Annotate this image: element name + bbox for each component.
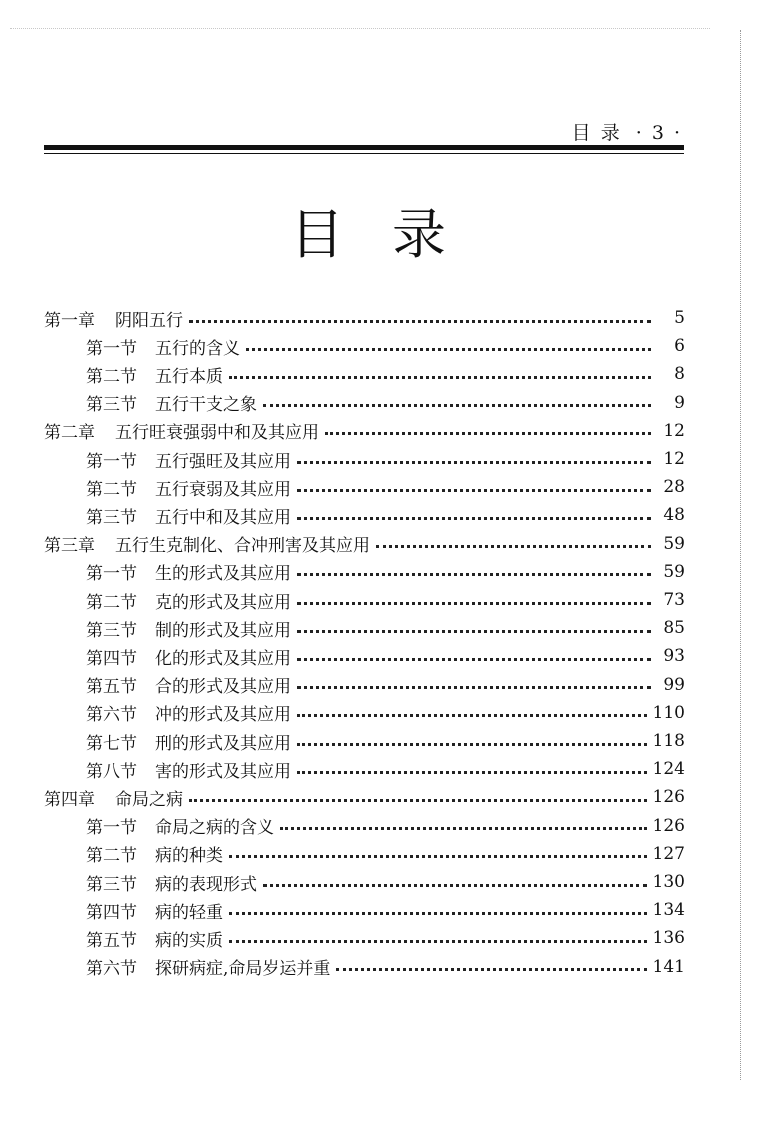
toc-entry-label: 第一章 xyxy=(44,310,95,331)
toc-entry-page-number: 5 xyxy=(674,308,685,328)
toc-entry-label: 第三节 xyxy=(86,507,137,528)
toc-entry-label: 第二节 xyxy=(86,592,137,613)
toc-chapter-entry[interactable] xyxy=(44,304,685,332)
scan-border-top xyxy=(10,28,710,29)
toc-section-entry[interactable] xyxy=(86,501,685,529)
toc-entry-title: 克的形式及其应用 xyxy=(155,592,291,613)
toc-entry-label: 第一节 xyxy=(86,564,137,585)
toc-dot-leader xyxy=(263,404,651,407)
toc-entry-label: 第三节 xyxy=(86,620,137,641)
toc-dot-leader xyxy=(297,771,647,774)
toc-entry-label: 第二节 xyxy=(86,846,137,867)
page-title: 目录 xyxy=(290,203,494,266)
toc-entry-page-number: 9 xyxy=(674,392,685,413)
toc-entry-page-number: 141 xyxy=(652,956,685,977)
toc-dot-leader xyxy=(189,799,647,802)
toc-entry-label: 第一节 xyxy=(86,338,137,359)
toc-entry-page-number: 73 xyxy=(663,590,685,610)
scan-page-edge xyxy=(740,30,741,1080)
toc-entry-label: 第五节 xyxy=(86,677,137,698)
toc-dot-leader xyxy=(229,912,647,915)
toc-dot-leader xyxy=(229,940,647,943)
toc-section-entry[interactable] xyxy=(86,360,685,388)
header-rule-thin xyxy=(44,153,684,154)
toc-section-entry[interactable] xyxy=(86,614,685,642)
toc-dot-leader xyxy=(336,968,646,971)
toc-section-entry[interactable] xyxy=(86,445,685,473)
toc-entry-title: 病的实质 xyxy=(155,930,223,951)
toc-dot-leader xyxy=(263,884,647,887)
header-rule-thick xyxy=(44,145,684,150)
toc-section-entry[interactable] xyxy=(86,755,685,783)
toc-dot-leader xyxy=(297,630,651,633)
toc-section-entry[interactable] xyxy=(86,332,685,360)
toc-section-entry[interactable] xyxy=(86,727,685,755)
toc-dot-leader xyxy=(297,461,651,464)
toc-chapter-entry[interactable] xyxy=(44,417,685,445)
toc-entry-title: 刑的形式及其应用 xyxy=(155,733,291,754)
toc-dot-leader xyxy=(297,686,651,689)
toc-entry-title: 五行衰弱及其应用 xyxy=(155,479,291,500)
toc-entry-label: 第二章 xyxy=(44,423,95,444)
toc-entry-title: 病的表现形式 xyxy=(155,874,257,895)
toc-entry-title: 病的种类 xyxy=(155,846,223,867)
toc-entry-page-number: 59 xyxy=(663,533,685,554)
toc-dot-leader xyxy=(376,545,651,548)
toc-dot-leader xyxy=(297,743,647,746)
toc-entry-page-number: 126 xyxy=(652,815,685,836)
toc-dot-leader xyxy=(297,658,651,661)
toc-entry-page-number: 127 xyxy=(652,843,685,864)
toc-dot-leader xyxy=(325,432,651,435)
toc-entry-title: 五行本质 xyxy=(155,366,223,387)
toc-dot-leader xyxy=(297,517,651,520)
toc-entry-title: 五行中和及其应用 xyxy=(155,507,291,528)
toc-entry-label: 第四节 xyxy=(86,648,137,669)
toc-dot-leader xyxy=(297,714,647,717)
toc-entry-title: 五行生克制化、合冲刑害及其应用 xyxy=(115,536,370,557)
toc-entry-title: 五行强旺及其应用 xyxy=(155,451,291,472)
toc-entry-title: 制的形式及其应用 xyxy=(155,620,291,641)
toc-entry-label: 第一节 xyxy=(86,818,137,839)
toc-entry-label: 第八节 xyxy=(86,761,137,782)
toc-entry-page-number: 126 xyxy=(652,787,685,808)
toc-entry-title: 害的形式及其应用 xyxy=(155,761,291,782)
toc-entry-page-number: 130 xyxy=(652,872,685,892)
toc-dot-leader xyxy=(297,489,651,492)
toc-dot-leader xyxy=(189,320,651,323)
running-header-title: 目 录 xyxy=(571,122,622,144)
toc-entry-label: 第四节 xyxy=(86,902,137,923)
toc-entry-page-number: 136 xyxy=(652,928,685,949)
toc-entry-label: 第六节 xyxy=(86,959,137,980)
toc-chapter-entry[interactable] xyxy=(44,783,685,811)
toc-entry-page-number: 59 xyxy=(663,561,685,582)
toc-section-entry[interactable] xyxy=(86,699,685,727)
toc-section-entry[interactable] xyxy=(86,812,685,840)
toc-entry-label: 第一节 xyxy=(86,451,137,472)
toc-entry-page-number: 124 xyxy=(652,759,685,780)
toc-entry-title: 阴阳五行 xyxy=(115,310,183,331)
toc-entry-title: 冲的形式及其应用 xyxy=(155,705,291,726)
toc-section-entry[interactable] xyxy=(86,642,685,670)
toc-entry-page-number: 48 xyxy=(663,505,685,526)
toc-entry-page-number: 93 xyxy=(663,646,685,667)
toc-entry-page-number: 12 xyxy=(663,449,685,469)
toc-entry-label: 第三章 xyxy=(44,536,95,557)
toc-entry-title: 生的形式及其应用 xyxy=(155,564,291,585)
running-header xyxy=(0,118,682,145)
toc-section-entry[interactable] xyxy=(86,896,685,924)
toc-entry-title: 命局之病的含义 xyxy=(155,818,274,839)
toc-entry-label: 第五节 xyxy=(86,930,137,951)
toc-section-entry[interactable] xyxy=(86,473,685,501)
toc-entry-page-number: 134 xyxy=(652,900,685,921)
toc-entry-label: 第二节 xyxy=(86,479,137,500)
toc-section-entry[interactable] xyxy=(86,558,685,586)
toc-entry-label: 第二节 xyxy=(86,366,137,387)
toc-entry-page-number: 99 xyxy=(663,674,685,695)
toc-entry-label: 第三节 xyxy=(86,874,137,895)
toc-chapter-entry[interactable] xyxy=(44,530,685,558)
toc-section-entry[interactable] xyxy=(86,389,685,417)
toc-entry-page-number: 8 xyxy=(674,364,685,385)
toc-entry-page-number: 28 xyxy=(663,477,685,498)
toc-entry-title: 五行旺衰强弱中和及其应用 xyxy=(115,423,319,444)
toc-entry-page-number: 110 xyxy=(652,702,685,723)
toc-entry-title: 五行干支之象 xyxy=(155,395,257,416)
toc-dot-leader xyxy=(229,855,647,858)
toc-section-entry[interactable] xyxy=(86,924,685,952)
toc-dot-leader xyxy=(229,376,651,379)
running-header-page-number: · 3 · xyxy=(635,122,682,144)
toc-entry-title: 化的形式及其应用 xyxy=(155,648,291,669)
toc-dot-leader xyxy=(297,573,651,576)
toc-entry-page-number: 85 xyxy=(663,618,685,639)
toc-entry-label: 第七节 xyxy=(86,733,137,754)
toc-dot-leader xyxy=(297,602,651,605)
toc-section-entry[interactable] xyxy=(86,671,685,699)
toc-dot-leader xyxy=(246,348,651,351)
toc-entry-page-number: 118 xyxy=(652,731,685,751)
toc-entry-label: 第四章 xyxy=(44,789,95,810)
toc-dot-leader xyxy=(280,827,647,830)
toc-entry-page-number: 6 xyxy=(674,336,685,357)
toc-entry-page-number: 12 xyxy=(663,420,685,441)
toc-entry-title: 命局之病 xyxy=(115,789,183,810)
toc-section-entry[interactable] xyxy=(86,868,685,896)
toc-entry-title: 五行的含义 xyxy=(155,338,240,359)
toc-entry-title: 合的形式及其应用 xyxy=(155,677,291,698)
toc-section-entry[interactable] xyxy=(86,586,685,614)
toc-entry-title: 探研病症,命局岁运并重 xyxy=(155,959,331,980)
toc-entry-label: 第六节 xyxy=(86,705,137,726)
toc-section-entry[interactable] xyxy=(86,953,685,981)
toc-entry-title: 病的轻重 xyxy=(155,902,223,923)
toc-section-entry[interactable] xyxy=(86,840,685,868)
toc-entry-label: 第三节 xyxy=(86,395,137,416)
